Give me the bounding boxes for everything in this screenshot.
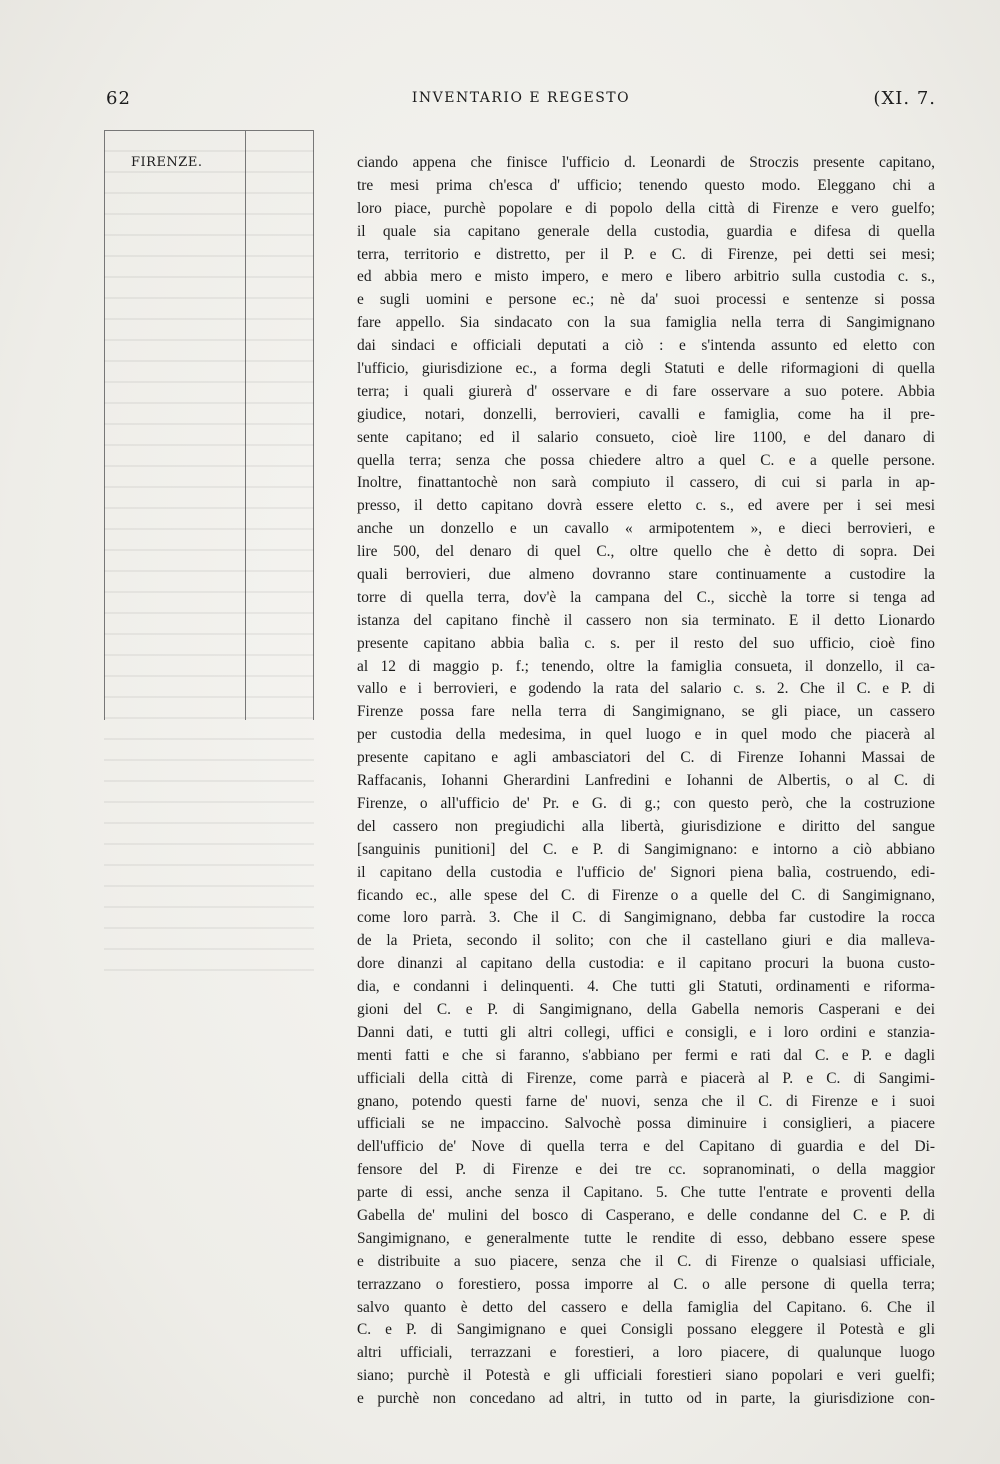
text-line: dore dinanzi al capitano della custodia: e il capitano procuri la buona custo- (357, 955, 935, 973)
text-line: anche un donzello e un cavallo « armipotentem », e dieci berrovieri, e (357, 520, 935, 538)
text-line: vallo e i berrovieri, e godendo la rata del salario c. s. 2. Che il C. e P. di (357, 680, 935, 698)
text-line: Danni dati, e tutti gli altri collegi, uffici e consigli, e i loro ordini e stanzia- (357, 1023, 935, 1041)
text-line: Gabella de' mulini del bosco di Casperano, e delle condanne del C. e P. di (357, 1206, 935, 1224)
text-line: come loro parrà. 3. Che il C. di Sangimignano, debba far custodire la rocca (357, 909, 935, 927)
text-line: dai sindaci e officiali deputati a ciò : e s'intenda assunto ed eletto con (357, 337, 935, 355)
text-line: salvo quanto è detto del cassero e della famiglia del Capitano. 6. Che il (357, 1298, 935, 1316)
text-line: giudice, notari, donzelli, berrovieri, cavalli e famiglia, come ha il pre- (357, 405, 935, 423)
text-line: Raffacanis, Iohanni Gherardini Lanfredini e Iohanni de Albertis, o al C. di (357, 772, 935, 790)
page-header (106, 88, 936, 112)
text-line: Sangimignano, e generalmente tutte le rendite di esso, debbano essere spese (357, 1229, 935, 1247)
text-line: per custodia della medesima, in quel luogo e in quel modo che piacerà al (357, 726, 935, 744)
text-line: quali berrovieri, due almeno dovranno stare continuamente a custodire la (357, 566, 935, 584)
text-line: dell'ufficio de' Nove di quella terra e del Capitano di guardia e del Di- (357, 1138, 935, 1156)
text-line: sente capitano; ed il salario consueto, cioè lire 1100, e del danaro di (357, 428, 935, 446)
text-line: [sanguinis punitioni] del C. e P. di Sangimignano: e intorno a ciò abbiano (357, 840, 935, 858)
text-line: gnano, potendo questi farne de' nuovi, senza che il C. di Firenze e i suoi (357, 1092, 935, 1110)
text-line: torre di quella terra, dov'è la campana del C., sicchè la torre si tenga ad (357, 588, 935, 606)
show-through-bleed (104, 150, 314, 980)
text-line: menti fatti e che si faranno, s'abbiano per fermi e rati dal C. e P. e dagli (357, 1046, 935, 1064)
margin-place-label: FIRENZE. (131, 155, 203, 170)
text-line: siano; purchè il Potestà e gli ufficiali forestieri siano popolari e veri guelfi; (357, 1367, 935, 1385)
text-line: Inoltre, finattantochè non sarà compiuto il cassero, di cui si parla in ap- (357, 474, 935, 492)
margin-top-rule (104, 130, 314, 131)
text-line: Firenze, o all'ufficio de' Pr. e G. di g.; con questo però, che la costruzione (357, 794, 935, 812)
text-line: presente capitano abbia balìa c. s. per il resto del suo ufficio, cioè fino (357, 634, 935, 652)
text-line: il quale sia capitano generale della custodia, guardia e difesa di quella (357, 222, 935, 240)
text-line: altri ufficiali, terrazzani e forestieri, a loro piacere, di qualunque luogo (357, 1344, 935, 1362)
text-line: fare appello. Sia sindacato con la sua famiglia nella terra di Sangimignano (357, 314, 935, 332)
text-line: e distribuite a suo piacere, senza che il C. di Firenze o qualsiasi ufficiale, (357, 1252, 935, 1270)
text-line: de la Prieta, secondo il solito; con che il castellano giuri e dia malleva- (357, 932, 935, 950)
page-number: 62 (106, 88, 131, 109)
text-line: presente capitano e agli ambasciatori del C. di Firenze Iohanni Massai de (357, 749, 935, 767)
text-line: gioni del C. e P. di Sangimignano, della Gabella nemoris Casperani e dei (357, 1000, 935, 1018)
text-line: quella terra; senza che possa chiedere altro a quel C. e a quelle persone. (357, 451, 935, 469)
text-line: parte di essi, anche senza il Capitano. 5. Che tutte l'entrate e proventi della (357, 1184, 935, 1202)
text-line: lire 500, del denaro di quel C., oltre quello che è detto di sopra. Dei (357, 543, 935, 561)
text-line: il capitano della custodia e l'ufficio de' Signori piena balìa, costruendo, edi- (357, 863, 935, 881)
text-line: ficando ec., alle spese del C. di Firenze o a quelle del C. di Sangimignano, (357, 886, 935, 904)
text-line: e purchè non concedano ad altri, in tutto od in parte, la giurisdizione con- (357, 1390, 935, 1408)
text-line: terrazzano o forestiero, possa imporre al C. o alle persone di quella terra; (357, 1275, 935, 1293)
text-line: presso, il detto capitano dovrà essere eletto c. s., ed avere per i sei mesi (357, 497, 935, 515)
text-line: ufficiali della città di Firenze, come parrà e piacerà al P. e C. di Sangimi- (357, 1069, 935, 1087)
text-line: terra; i quali giurerà d' osservare e di fare osservare a suo potere. Abbia (357, 382, 935, 400)
text-line: e sugli uomini e persone ec.; nè da' suoi processi e sentenze si possa (357, 291, 935, 309)
running-title: INVENTARIO E REGESTO (411, 90, 631, 106)
section-reference: (XI. 7. (873, 88, 936, 109)
text-line: al 12 di maggio p. f.; tenendo, oltre la famiglia consueta, il donzello, il ca- (357, 657, 935, 675)
text-line: ed abbia mero e misto impero, e mero e libero arbitrio sulla custodia c. s., (357, 268, 935, 286)
text-line: ufficiali se ne impaccino. Salvochè possa diminuire i consiglieri, a piacere (357, 1115, 935, 1133)
text-line: istanza del capitano finchè il cassero non sia terminato. E il detto Lionardo (357, 611, 935, 629)
text-line: C. e P. di Sangimignano e quei Consigli possano eleggere il Potestà e gli (357, 1321, 935, 1339)
text-line: ciando appena che finisce l'ufficio d. Leonardi de Stroczis presente capitano, (357, 154, 935, 171)
text-line: terra, territorio e distretto, per il P. e C. di Firenze, pei detti sei mesi; (357, 245, 935, 263)
body-text (357, 152, 935, 1411)
text-line: loro piace, purchè popolare e di popolo della città di Firenze e vero guelfo; (357, 199, 935, 217)
text-line: dia, e condanni i delinquenti. 4. Che tutti gli Statuti, ordinamenti e riforma- (357, 978, 935, 996)
text-line: l'ufficio, giurisdizione ec., a forma degli Statuti e delle riformagioni di quella (357, 360, 935, 378)
text-line: fensore del P. di Firenze e dei tre cc. sopranominati, o della maggior (357, 1161, 935, 1179)
text-line: Firenze possa fare nella terra di Sangimignano, se gli piace, un cassero (357, 703, 935, 721)
text-line: del cassero non pregiudichi alla libertà, giurisdizione e diritto del sangue (357, 817, 935, 835)
text-line: tre mesi prima ch'esca d' ufficio; tenendo questo modo. Eleggano chi a (357, 176, 935, 194)
